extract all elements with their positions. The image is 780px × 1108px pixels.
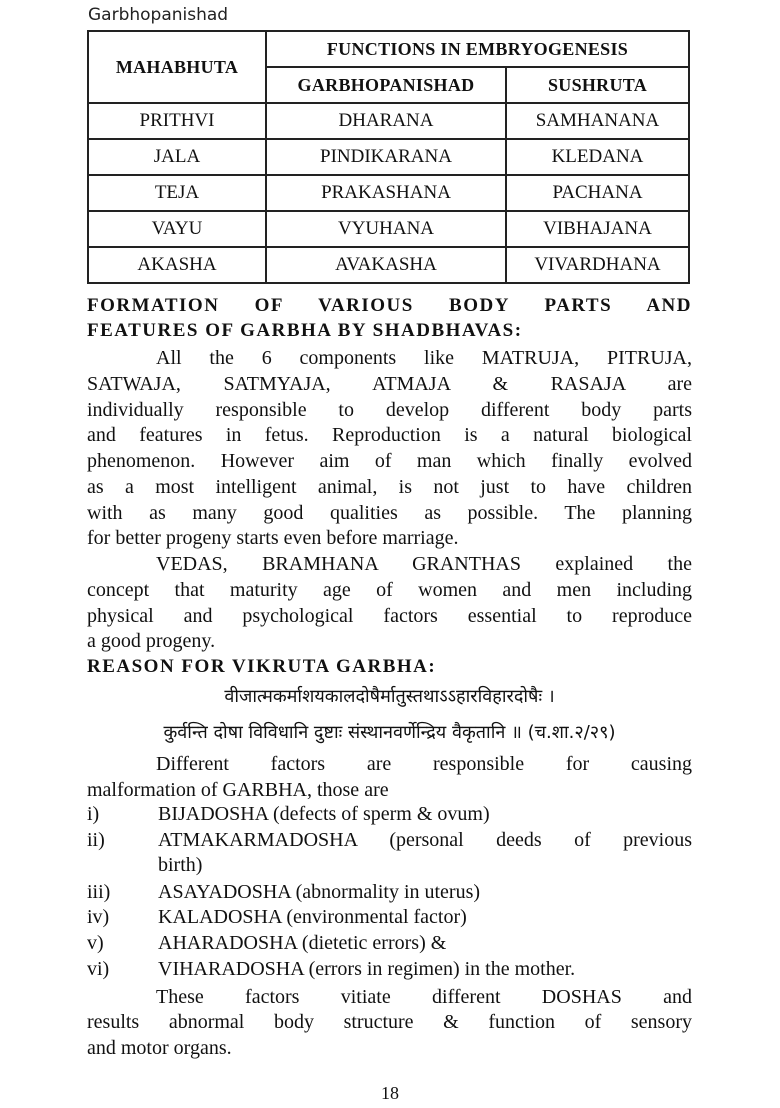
- table-row: [88, 247, 689, 283]
- text-line: phenomenon. However aim of man which finally evolved: [87, 450, 692, 472]
- list-item: BIJADOSHA (defects of sperm & ovum): [158, 803, 490, 825]
- section-heading: FORMATION OF VARIOUS BODY PARTS AND: [87, 295, 692, 316]
- text-line: VEDAS, BRAMHANA GRANTHAS explained the: [156, 553, 692, 575]
- list-item: KALADOSHA (environmental factor): [158, 906, 467, 928]
- cell: PRITHVI: [88, 103, 266, 139]
- section-heading: REASON FOR VIKRUTA GARBHA:: [87, 656, 437, 677]
- text-line: with as many good qualities as possible. The planning: [87, 502, 692, 524]
- cell: PINDIKARANA: [266, 139, 506, 175]
- cell: VAYU: [88, 211, 266, 247]
- list-item: ASAYADOSHA (abnormality in uterus): [158, 881, 481, 903]
- cell: AVAKASHA: [266, 247, 506, 283]
- list-number: vi): [87, 958, 110, 980]
- cell: PACHANA: [506, 175, 689, 211]
- cell: VYUHANA: [266, 211, 506, 247]
- text-line: physical and psychological factors essential to reproduce: [87, 605, 692, 627]
- table-row: [88, 175, 689, 211]
- table-row: [88, 103, 689, 139]
- cell: PRAKASHANA: [266, 175, 506, 211]
- text-line: as a most intelligent animal, is not just to have children: [87, 476, 692, 498]
- list-number: iii): [87, 881, 111, 903]
- text-line: These factors vitiate different DOSHAS and: [156, 986, 692, 1008]
- list-number: iv): [87, 906, 110, 928]
- cell: TEJA: [88, 175, 266, 211]
- text-line: individually responsible to develop different body parts: [87, 399, 692, 421]
- text-line: and features in fetus. Reproduction is a natural biological: [87, 424, 692, 446]
- mahabhuta-table: [87, 30, 690, 284]
- text-line: and motor organs.: [87, 1037, 232, 1059]
- cell: VIBHAJANA: [506, 211, 689, 247]
- table-row: [88, 211, 689, 247]
- text-line: malformation of GARBHA, those are: [87, 779, 389, 801]
- text-line: All the 6 components like MATRUJA, PITRUJA,: [156, 347, 692, 369]
- running-head: Garbhopanishad: [88, 5, 229, 25]
- list-number: v): [87, 932, 104, 954]
- cell: AKASHA: [88, 247, 266, 283]
- col-header-mahabhuta: MAHABHUTA: [88, 31, 266, 103]
- text-line: results abnormal body structure & function of sensory: [87, 1011, 692, 1033]
- cell: SAMHANANA: [506, 103, 689, 139]
- sanskrit-verse-line: कुर्वन्ति दोषा विविधानि दुष्टाः संस्थानवर्णेन्द्रिय वैकृतानि ॥ (च.शा.२/२९): [163, 722, 616, 743]
- cell: DHARANA: [266, 103, 506, 139]
- list-number: i): [87, 803, 100, 825]
- page-number: 18: [381, 1083, 399, 1103]
- text-line: for better progeny starts even before marriage.: [87, 527, 459, 549]
- section-heading: FEATURES OF GARBHA BY SHADBHAVAS:: [87, 320, 523, 341]
- sanskrit-verse-line: वीजात्मकर्माशयकालदोषैर्मातुस्तथाऽऽहारविहारदोषैः ।: [224, 686, 555, 707]
- cell: VIVARDHANA: [506, 247, 689, 283]
- text-line: Different factors are responsible for causing: [156, 753, 692, 775]
- col-header-functions: FUNCTIONS IN EMBRYOGENESIS: [266, 31, 689, 67]
- list-item: VIHARADOSHA (errors in regimen) in the mother.: [158, 958, 576, 980]
- table-row: [88, 139, 689, 175]
- cell: JALA: [88, 139, 266, 175]
- list-item: AHARADOSHA (dietetic errors) &: [158, 932, 447, 954]
- list-item: ATMAKARMADOSHA (personal deeds of previous: [158, 829, 692, 851]
- col-header-sushruta: SUSHRUTA: [506, 67, 689, 103]
- text-line: concept that maturity age of women and men including: [87, 579, 692, 601]
- list-number: ii): [87, 829, 105, 851]
- text-line: a good progeny.: [87, 630, 216, 652]
- list-item: birth): [158, 854, 203, 876]
- text-line: SATWAJA, SATMYAJA, ATMAJA & RASAJA are: [87, 373, 692, 395]
- cell: KLEDANA: [506, 139, 689, 175]
- col-header-garbhopanishad: GARBHOPANISHAD: [266, 67, 506, 103]
